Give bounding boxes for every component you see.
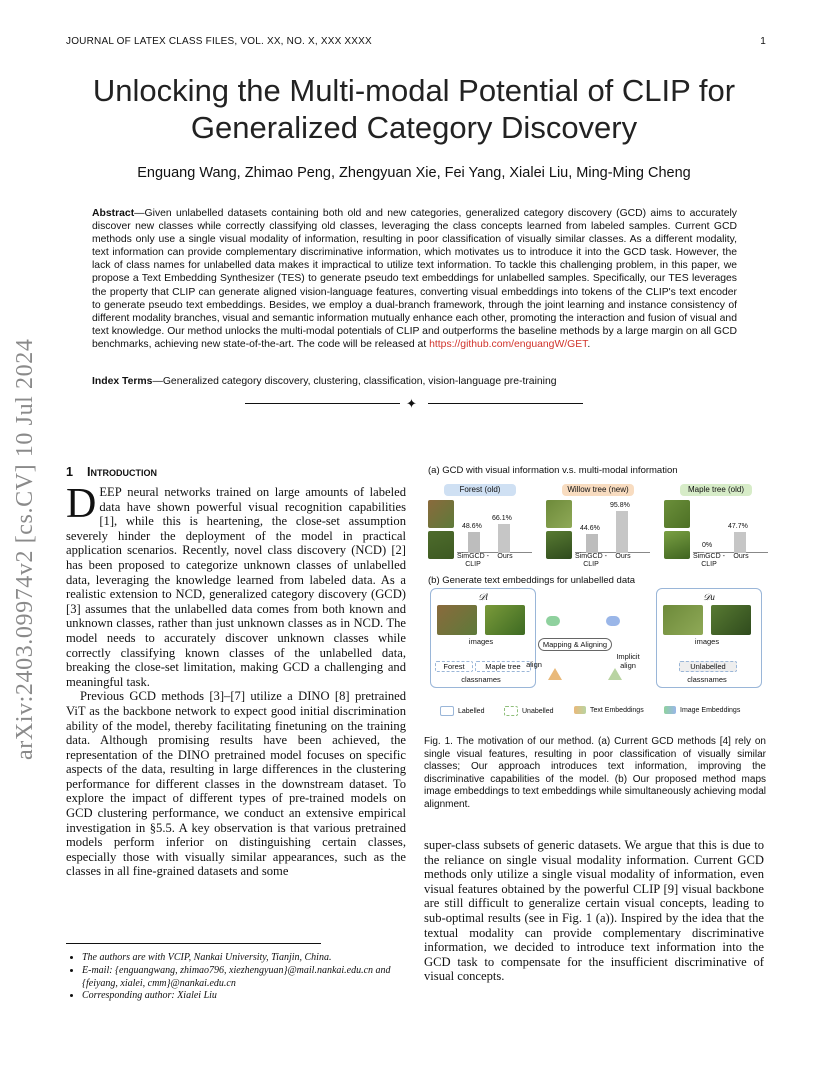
bar-ours — [616, 511, 628, 553]
mapping-aligning-box: Mapping & Aligning — [538, 638, 612, 651]
legend-labelled — [440, 706, 484, 716]
bar-ours — [498, 524, 510, 553]
classname-maple: Maple tree — [475, 661, 531, 672]
legend-unlabelled-label: Unabelled — [522, 707, 554, 715]
section-heading — [66, 465, 157, 479]
panel-willow — [544, 484, 652, 569]
align-label: align — [526, 660, 542, 669]
classname-forest: Forest — [435, 661, 473, 672]
separator-left — [245, 403, 400, 404]
text-embedding-icon — [548, 668, 562, 680]
abstract-text: —Given unlabelled datasets containing both old and new categories, generalized category discovery (GCD) aims to accurately discover new classes while correctly classifying old classes, leveraging the class concepts learned from labeled samples. Current GCD methods only use a single visual modality of information, resulting in poor classification of visually similar classes. As a different modality, text information can provide complementary discriminative information, which motivates us to introduce it into the GCD task. However, the lack of class names for unlabelled data makes it impractical to utilize text information. To tackle this challenging problem, in this paper, we propose a Text Embedding Synthesizer (TES) to generate pseudo text embeddings for unlabelled samples. Specifically, our TES leverages the property that CLIP can generate aligned vision-language features, converting visual embeddings into tokens of the CLIP's text encoder to generate pseudo text embeddings. Besides, we employ a dual-branch framework, through the joint learning and instance consistency of different modality branches, visual and semantic information mutually enhance each other, promoting the interaction and fusion of visual and text knowledge. Our method unlocks the multi-modal potentials of CLIP and outperforms the baseline methods by a large margin on all GCD benchmarks, achieving new state-of-the-art. The code will be released at — [92, 208, 737, 350]
value-simgcd: 44.6% — [580, 525, 600, 532]
footnote-corresponding: • Corresponding author: Xialei Liu — [82, 990, 411, 1003]
value-ours: 66.1% — [492, 515, 512, 522]
figure-part-b-label: (b) Generate text embeddings for unlabelled data — [428, 575, 636, 586]
figure-caption: Fig. 1. The motivation of our method. (a) Current GCD methods [4] rely on single visual features, resulting in poor classification of visually similar classes; Our approach introduces text information, improving the discriminative capabilities of the model. (b) Our proposed method maps image embeddings to text embeddings while simultaneously achieving modal alignment. — [424, 736, 766, 810]
right-column-paragraph: super-class subsets of generic datasets. We argue that this is due to the reliance on single visual modality information. Current GCD methods only utilize a single visual modality of information, even visual features obtained by the powerful CLIP [9] visual backbone are still difficult to generalize certain visual concepts, leading to sub-optimal results (see in Fig. 1 (a)). Inspired by the idea that the textual modality can provide complementary discriminative information, we decided to introduce text information into the GCD task to compensate for the insufficient discriminative of visual concepts. — [424, 838, 764, 984]
value-ours: 95.8% — [610, 502, 630, 509]
footnote-rule — [66, 943, 321, 944]
code-link[interactable]: https://github.com/enguangW/GET — [429, 338, 588, 350]
image-embedding-icon — [606, 616, 620, 626]
classnames-label: classnames — [461, 675, 501, 684]
legend-labelled-label: Labelled — [458, 707, 485, 715]
value-simgcd: 48.6% — [462, 523, 482, 530]
willow-photo-1 — [546, 500, 572, 528]
images-label: images — [468, 637, 494, 646]
page-number: 1 — [760, 36, 766, 47]
footnotes — [66, 952, 411, 1003]
classname-unlabelled: Unlabelled — [679, 661, 737, 672]
separator-right — [428, 403, 583, 404]
intro-paragraph-2: Previous GCD methods [3]–[7] utilize a DINO [8] pretrained ViT as the backbone network to expect good initial discrimination ability of the model, thereby facilitating finetuning on the training data. Although promising results have been achieved, the representation of the DINO pretrained model focuses on specific aspects of the data, resulting in large differences in the clustering performance for different classes in the downstream dataset. To explore the impact of different types of pre-trained models on GCD clustering performance, we conduct an extensive empirical investigation in §5.5. A key observation is that various pretrained models perform inferior on distinguishing certain classes, especially those with visually similar appearances, such as the classes in all fine-grained datasets and some — [66, 689, 406, 879]
drop-cap: D — [66, 481, 97, 527]
text-embedding-icon — [608, 668, 622, 680]
image-embeddings-swatch-icon — [664, 706, 676, 714]
label-ours: Ours — [497, 553, 513, 560]
value-simgcd: 0% — [702, 542, 713, 549]
index-terms-label: Index Terms — [92, 376, 153, 387]
author-list: Enguang Wang, Zhimao Peng, Zhengyuan Xie, Fei Yang, Xialei Liu, Ming-Ming Cheng — [137, 165, 691, 181]
legend-text-embeddings — [574, 706, 644, 714]
footnote-affiliation: • The authors are with VCIP, Nankai University, Tianjin, China. — [82, 952, 411, 965]
label-simgcd: SimGCD -CLIP — [575, 553, 607, 568]
legend-image-embeddings — [664, 706, 740, 714]
label-ours: Ours — [615, 553, 631, 560]
footnote-email: • E-mail: {enguangwang, zhimao796, xiezhengyuan}@mail.nankai.edu.cn and {feiyang, xialei, cmm}@nankai.edu.cn — [82, 965, 411, 991]
unlabelled-dataset-box — [656, 588, 762, 688]
embedding-diagram — [424, 588, 770, 696]
maple-photo-1 — [664, 500, 690, 528]
classnames-label: classnames — [687, 675, 727, 684]
panel-forest — [426, 484, 534, 569]
image-embedding-icon — [546, 616, 560, 626]
bar-ours — [734, 532, 746, 553]
text-embeddings-swatch-icon — [574, 706, 586, 714]
panel-title: Maple tree (old) — [680, 484, 752, 496]
unlabelled-photo-2 — [711, 605, 751, 635]
maple-photo-2 — [664, 531, 690, 559]
unlabelled-swatch-icon — [504, 706, 518, 716]
legend-unlabelled — [504, 706, 554, 716]
paper-title: Unlocking the Multi-modal Potential of CLIP for Generalized Category Discovery — [92, 73, 736, 145]
panel-title: Willow tree (new) — [562, 484, 634, 496]
panel-title: Forest (old) — [444, 484, 516, 496]
label-simgcd: SimGCD -CLIP — [457, 553, 489, 568]
intro-p1-text: neural networks trained on large amounts of labeled data have shown powerful visual recognition capabilities [1], while this is heartening, the close-set assumption severely hinder the deployment of the model in practical application scenarios. Recently, novel class discovery (NCD) [2] has been proposed to categorize unknown classes of unlabelled data, leveraging the knowledge learned from labeled data. As a realistic extension to NCD, generalized category discovery (GCD) [3] assumes that the unlabelled data comes from both known and unknown classes, rather than just unknown classes as in NCD. The model needs to accurately discover unknown classes while correctly classifying known classes of the unlabelled data, breaking the close-set limitation, making GCD a challenging and meaningful task. — [66, 485, 406, 689]
abstract — [92, 207, 737, 351]
legend-text-label: Text Embeddings — [590, 706, 644, 714]
intro-paragraph-1 — [66, 481, 406, 689]
forest-photo-1 — [428, 500, 454, 528]
abstract-end: . — [587, 338, 591, 350]
right-column — [424, 838, 764, 984]
value-ours: 47.7% — [728, 523, 748, 530]
drop-cap-lead: EEP — [99, 485, 122, 499]
labelled-photo-2 — [485, 605, 525, 635]
label-simgcd: SimGCD -CLIP — [693, 553, 725, 568]
bar-simgcd — [468, 532, 480, 553]
bar-simgcd — [586, 534, 598, 553]
running-header — [66, 36, 766, 47]
labelled-swatch-icon — [440, 706, 454, 716]
index-terms — [92, 376, 737, 387]
figure-part-a-label: (a) GCD with visual information v.s. multi-modal information — [428, 465, 678, 476]
images-label: images — [694, 637, 720, 646]
labelled-dataset-box — [430, 588, 536, 688]
labelled-photo-1 — [437, 605, 477, 635]
implicit-align-label: Implicit align — [616, 652, 640, 670]
willow-photo-2 — [546, 531, 572, 559]
legend-image-label: Image Embeddings — [680, 706, 741, 714]
label-ours: Ours — [733, 553, 749, 560]
unlabelled-photo-1 — [663, 605, 703, 635]
section-title: Introduction — [87, 465, 158, 479]
section-number: 1 — [66, 465, 74, 479]
arxiv-stamp: arXiv:2403.09974v2 [cs.CV] 10 Jul 2024 — [12, 338, 38, 760]
panel-maple — [662, 484, 770, 569]
running-title: JOURNAL OF LATEX CLASS FILES, VOL. XX, NO. X, XXX XXXX — [66, 36, 372, 47]
abstract-label: Abstract — [92, 208, 135, 219]
labelled-dataset-symbol: 𝒟l — [478, 592, 488, 602]
unlabelled-dataset-symbol: 𝒟u — [703, 592, 715, 602]
separator-diamond-icon: ✦ — [406, 396, 417, 411]
figure-1 — [424, 462, 770, 724]
forest-photo-2 — [428, 531, 454, 559]
index-terms-text: —Generalized category discovery, clustering, classification, vision-language pre-training — [152, 376, 557, 387]
left-column — [66, 481, 406, 879]
